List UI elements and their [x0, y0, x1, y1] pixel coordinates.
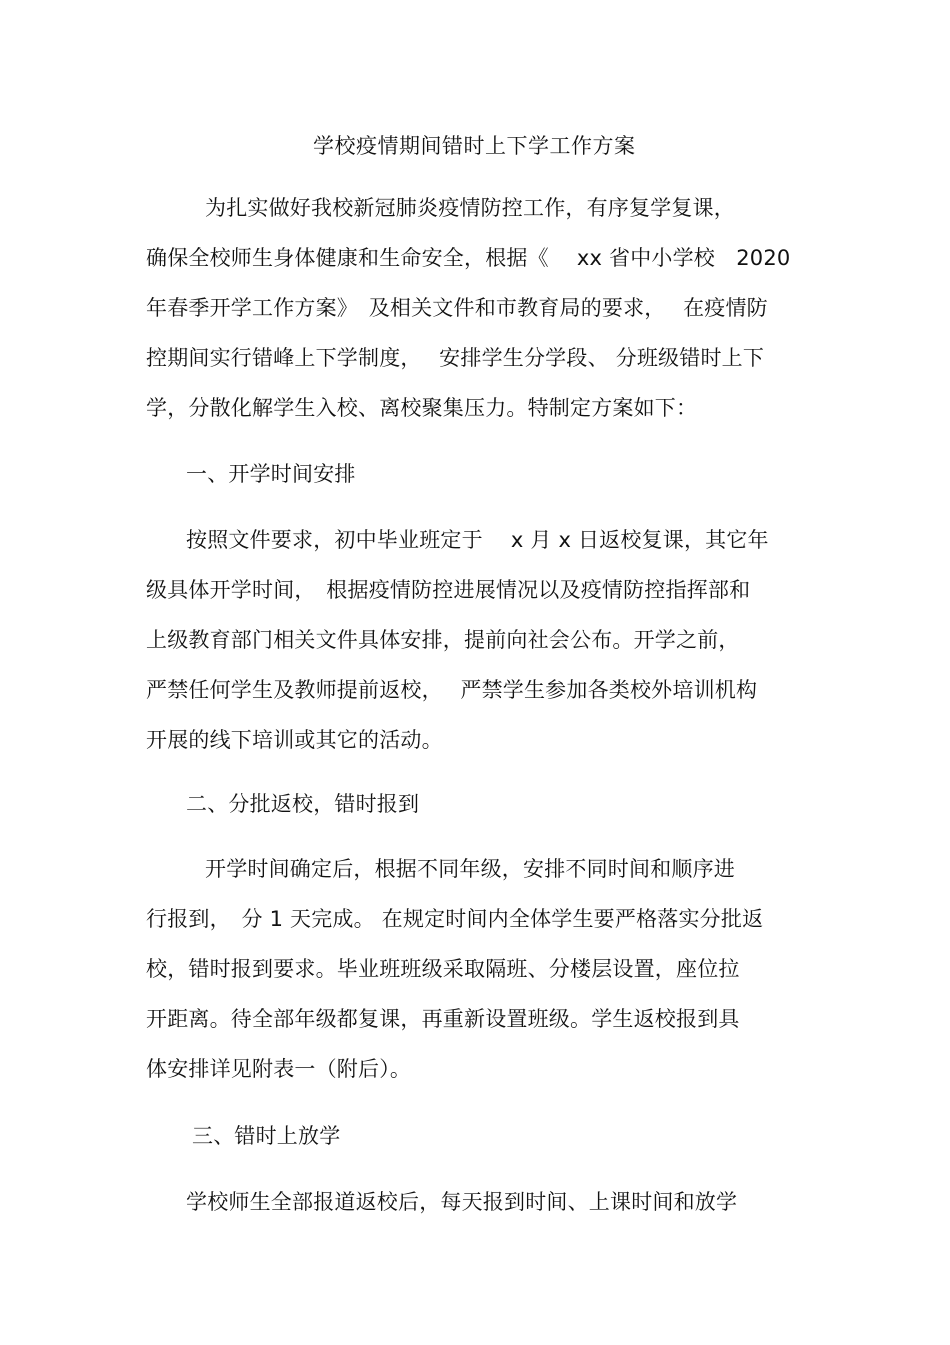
section2-line-1: 开学时间确定后，根据不同年级，安排不同时间和顺序进 [205, 857, 735, 881]
section2-line-4: 开距离。待全部年级都复课，再重新设置班级。学生返校报到具 [146, 1007, 740, 1031]
section1-line-4: 严禁任何学生及教师提前返校， 严禁学生参加各类校外培训机构 [146, 678, 758, 702]
section-heading-2: 二、分批返校，错时报到 [186, 792, 420, 816]
intro-line-1: 为扎实做好我校新冠肺炎疫情防控工作，有序复学复课， [205, 196, 735, 220]
section2-line-2: 行报到， 分 1 天完成。 在规定时间内全体学生要严格落实分批返 [146, 907, 764, 931]
section1-line-1: 按照文件要求，初中毕业班定于 x 月 x 日返校复课，其它年 [186, 528, 769, 552]
section1-line-3: 上级教育部门相关文件具体安排，提前向社会公布。开学之前， [146, 628, 740, 652]
intro-line-5: 学，分散化解学生入校、离校聚集压力。特制定方案如下： [146, 396, 698, 420]
intro-line-4: 控期间实行错峰上下学制度， 安排学生分学段、 分班级错时上下 [146, 346, 765, 370]
section-heading-1: 一、开学时间安排 [186, 462, 356, 486]
section-heading-3: 三、错时上放学 [192, 1124, 341, 1148]
section1-line-5: 开展的线下培训或其它的活动。 [146, 728, 443, 752]
intro-line-3: 年春季开学工作方案》 及相关文件和市教育局的要求， 在疫情防 [146, 296, 768, 320]
section2-line-3: 校，错时报到要求。毕业班班级采取隔班、分楼层设置，座位拉 [146, 957, 740, 981]
document-title: 学校疫情期间错时上下学工作方案 [313, 134, 636, 158]
intro-line-2: 确保全校师生身体健康和生命安全，根据《 xx 省中小学校 2020 [146, 246, 791, 270]
section3-line-1: 学校师生全部报道返校后，每天报到时间、上课时间和放学 [186, 1190, 738, 1214]
section1-line-2: 级具体开学时间， 根据疫情防控进展情况以及疫情防控指挥部和 [146, 578, 751, 602]
section2-line-5: 体安排详见附表一（附后）。 [146, 1057, 412, 1081]
